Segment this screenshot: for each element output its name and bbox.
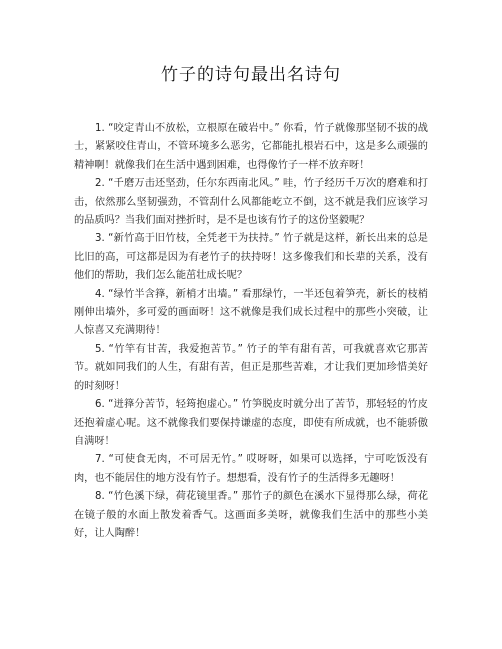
paragraph-8: 8. “竹色溪下绿，荷花镜里香。” 那竹子的颜色在溪水下显得那么绿，荷花在镜子般的水面上散发着香气。这画面多美呀，就像我们生活中的那些小美好，让人陶醉！ — [74, 491, 428, 539]
paragraph-6: 6. “迸箨分苦节，轻筠抱虚心。” 竹笋脱皮时就分出了苦节，那轻轻的竹皮还抱着虚心呢。这不就像我们要保持谦虚的态度，即使有所成就，也不能骄傲自满呀！ — [74, 399, 428, 447]
paragraph-5: 5. “竹竿有甘苦，我爱抱苦节。” 竹子的竿有甜有苦，可我就喜欢它那苦节。就如同我们的人生，有甜有苦，但正是那些苦难，才让我们更加珍惜美好的时刻呀！ — [74, 343, 428, 392]
paragraph-1: 1. “咬定青山不放松，立根原在破岩中。” 你看，竹子就像那坚韧不拔的战士，紧紧咬住青山，不管环境多么恶劣，它都能扎根岩石中，这是多么顽强的精神啊！就像我们在生活中遇到困难，也得像竹子一样不放弃呀！ — [74, 123, 428, 171]
paragraph-3: 3. “新竹高于旧竹枝，全凭老干为扶持。” 竹子就是这样，新长出来的总是比旧的高，可这都是因为有老竹子的扶持呀！这多像我们和长辈的关系，没有他们的帮助，我们怎么能茁壮成长呢？ — [74, 233, 428, 282]
document-title: 竹子的诗句最出名诗句 — [161, 65, 341, 85]
paragraph-2: 2. “千磨万击还坚劲，任尔东西南北风。” 哇，竹子经历千万次的磨难和打击，依然那么坚韧强劲，不管刮什么风都能屹立不倒，这不就是我们应该学习的品质吗？当我们面对挫折时，是不是也该有竹子的这份坚毅呢？ — [74, 178, 428, 227]
paragraph-7: 7. “可使食无肉，不可居无竹。” 哎呀呀，如果可以选择，宁可吃饭没有肉，也不能居住的地方没有竹子。想想看，没有竹子的生活得多无趣呀！ — [74, 454, 428, 484]
paragraph-4: 4. “绿竹半含箨，新梢才出墙。” 看那绿竹，一半还包着笋壳，新长的枝梢刚伸出墙外，多可爱的画面呀！这不就像是我们成长过程中的那些小突破，让人惊喜又充满期待！ — [74, 288, 428, 337]
document-body — [74, 120, 428, 543]
